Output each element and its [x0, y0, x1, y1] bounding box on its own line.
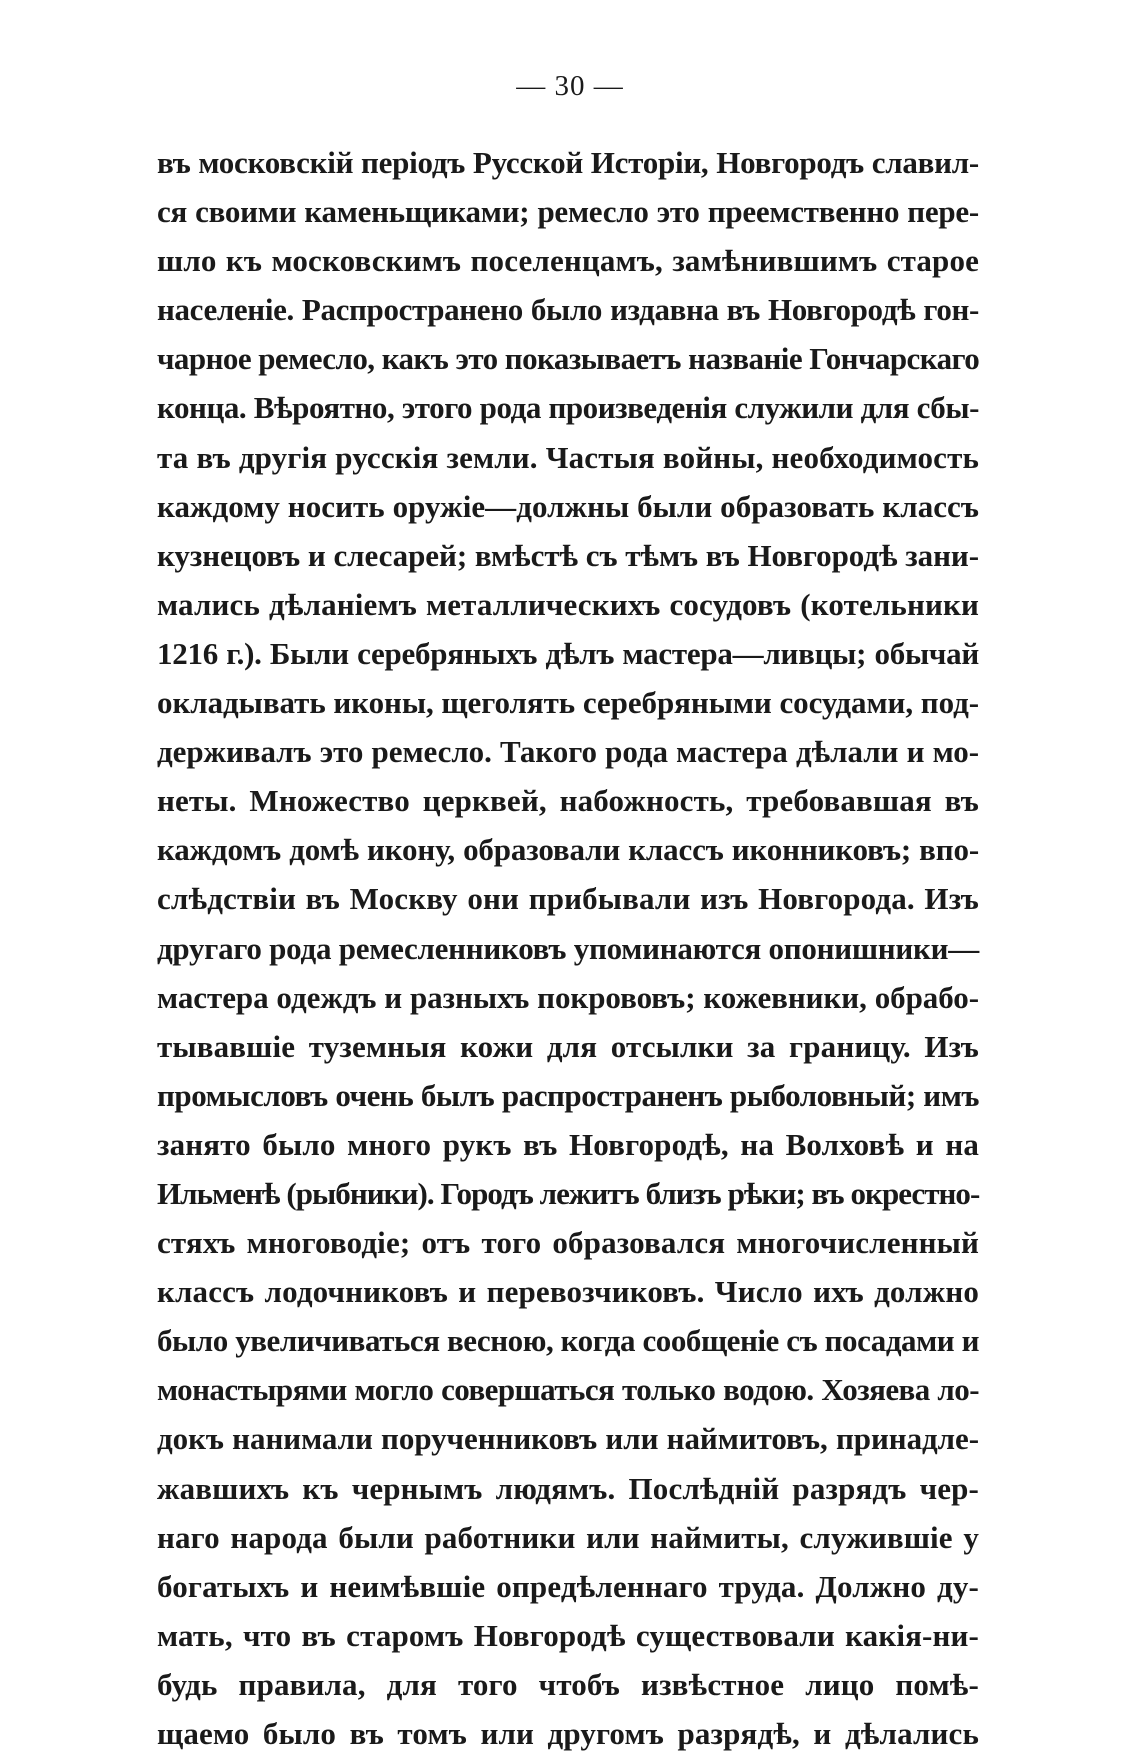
- text-line: стяхъ многоводіе; отъ того образовался многочисленный: [157, 1225, 979, 1261]
- text-line: та въ другія русскія земли. Частыя войны, необходимость: [157, 439, 979, 475]
- text-line: Ильменѣ (рыбники). Городъ лежитъ близъ рѣки; въ окрестно-: [157, 1175, 980, 1211]
- text-line: мастера одеждъ и разныхъ покрововъ; кожевники, обрабо-: [157, 979, 979, 1015]
- text-line: тывавшіе туземныя кожи для отсылки за границу. Изъ: [157, 1028, 979, 1064]
- text-line: кузнецовъ и слесарей; вмѣстѣ съ тѣмъ въ Новгородѣ зани-: [157, 537, 979, 573]
- text-line: промысловъ очень былъ распространенъ рыболовный; имъ: [157, 1077, 979, 1113]
- text-line: классъ лодочниковъ и перевозчиковъ. Число ихъ должно: [157, 1274, 979, 1310]
- text-line: слѣдствіи въ Москву они прибывали изъ Новгорода. Изъ: [157, 881, 979, 917]
- text-line: другаго рода ремесленниковъ упоминаются опонишники—: [157, 930, 979, 966]
- text-line: каждомъ домѣ икону, образовали классъ иконниковъ; впо-: [157, 832, 979, 868]
- text-line: занято было много рукъ въ Новгородѣ, на Волховѣ и на: [157, 1126, 979, 1162]
- text-line: 1216 г.). Были серебряныхъ дѣлъ мастера—ливцы; обычай: [157, 635, 979, 671]
- text-line: жавшихъ къ чернымъ людямъ. Послѣдній разрядъ чер-: [157, 1470, 979, 1506]
- text-line: ся своими каменьщиками; ремесло это преемственно пере-: [157, 194, 979, 230]
- text-line: щаемо было въ томъ или другомъ разрядѣ, и дѣлались: [157, 1716, 979, 1751]
- text-line: богатыхъ и неимѣвшіе опредѣленнаго труда. Должно ду-: [157, 1568, 979, 1604]
- text-line: каждому носить оружіе—должны были образовать классъ: [157, 488, 979, 524]
- text-line: держивалъ это ремесло. Такого рода мастера дѣлали и мо-: [157, 734, 979, 770]
- text-line: въ московскій періодъ Русской Исторіи, Новгородъ славил-: [157, 145, 979, 180]
- text-line: неты. Множество церквей, набожность, требовавшая въ: [157, 783, 979, 819]
- text-line: наго народа были работники или наймиты, служившіе у: [157, 1519, 979, 1555]
- text-line: мать, что въ старомъ Новгородѣ существовали какія-ни-: [157, 1617, 979, 1653]
- text-line: чарное ремесло, какъ это показываетъ названіе Гончарскаго: [157, 341, 980, 377]
- body-text: [157, 138, 979, 1758]
- text-line: монастырями могло совершаться только водою. Хозяева ло-: [157, 1372, 979, 1408]
- text-line: конца. Вѣроятно, этого рода произведенія служили для сбы-: [157, 390, 979, 426]
- text-line: окладывать иконы, щеголять серебряными сосудами, под-: [157, 685, 980, 721]
- page-number: — 30 —: [516, 70, 624, 102]
- text-line: было увеличиваться весною, когда сообщеніе съ посадами и: [157, 1323, 979, 1359]
- text-line: мались дѣланіемъ металлическихъ сосудовъ (котельники: [157, 586, 979, 622]
- text-line: шло къ московскимъ поселенцамъ, замѣнившимъ старое: [157, 243, 979, 279]
- text-line: будь правила, для того чтобъ извѣстное лицо помѣ-: [157, 1666, 979, 1702]
- text-line: населеніе. Распространено было издавна въ Новгородѣ гон-: [157, 292, 979, 328]
- text-line: докъ нанимали порученниковъ или наймитовъ, принадле-: [157, 1421, 979, 1457]
